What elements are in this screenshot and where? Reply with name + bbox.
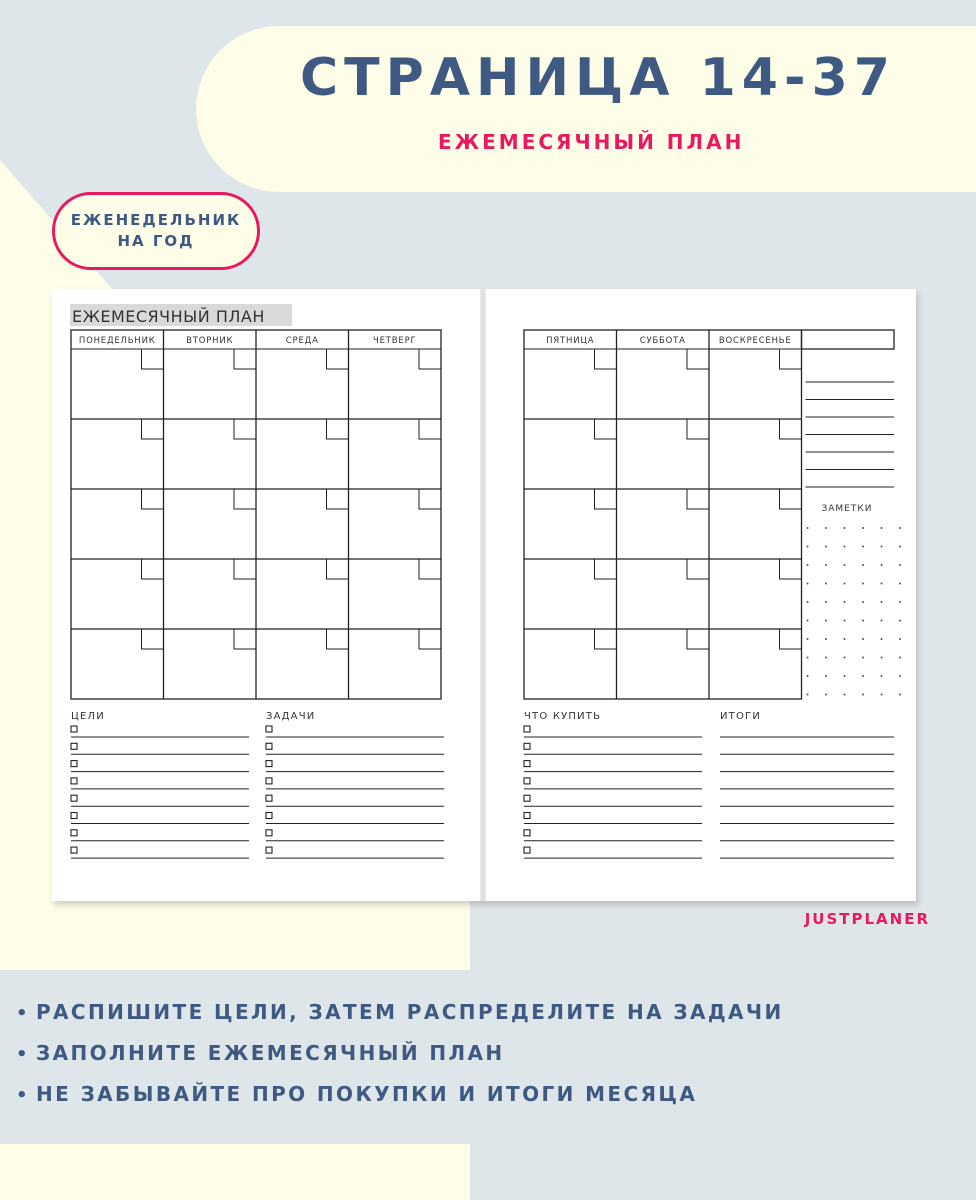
notes-dot bbox=[862, 564, 864, 566]
date-box bbox=[687, 349, 709, 369]
notes-dot bbox=[825, 638, 827, 640]
checkbox bbox=[524, 743, 530, 749]
checkbox bbox=[71, 847, 77, 853]
page-subtitle: ЕЖЕМЕСЯЧНЫЙ ПЛАН bbox=[438, 130, 745, 154]
notes-dot bbox=[899, 564, 901, 566]
notes-dot bbox=[899, 546, 901, 548]
page-fold bbox=[480, 289, 486, 901]
date-box bbox=[327, 489, 349, 509]
checkbox bbox=[524, 830, 530, 836]
notes-dot bbox=[844, 601, 846, 603]
notes-dot bbox=[899, 638, 901, 640]
date-box bbox=[419, 559, 441, 579]
date-box bbox=[419, 629, 441, 649]
notes-dot bbox=[807, 583, 809, 585]
date-box bbox=[419, 489, 441, 509]
right-calendar-border bbox=[524, 330, 802, 699]
notes-dot bbox=[862, 583, 864, 585]
notes-dot bbox=[844, 527, 846, 529]
date-box bbox=[780, 349, 802, 369]
checkbox bbox=[266, 761, 272, 767]
notes-dot bbox=[844, 694, 846, 696]
date-box bbox=[419, 349, 441, 369]
date-box bbox=[327, 629, 349, 649]
instruction-text: РАСПИШИТЕ ЦЕЛИ, ЗАТЕМ РАСПРЕДЕЛИТЕ НА ЗАДАЧИ bbox=[36, 1000, 784, 1024]
day-header: СУББОТА bbox=[639, 336, 686, 346]
checkbox bbox=[71, 761, 77, 767]
product-badge bbox=[52, 192, 260, 270]
checkbox bbox=[524, 795, 530, 801]
date-box bbox=[687, 489, 709, 509]
list-heading: ЗАДАЧИ bbox=[266, 711, 316, 722]
notes-dot bbox=[899, 583, 901, 585]
brand-name: JUSTPLANER bbox=[804, 910, 930, 928]
notes-dot bbox=[825, 527, 827, 529]
instruction-item bbox=[16, 1041, 796, 1082]
checkbox bbox=[524, 778, 530, 784]
date-box bbox=[142, 629, 164, 649]
date-box bbox=[142, 419, 164, 439]
notes-dot bbox=[807, 694, 809, 696]
date-box bbox=[687, 559, 709, 579]
notes-dot bbox=[881, 527, 883, 529]
date-box bbox=[142, 559, 164, 579]
list-heading: ЦЕЛИ bbox=[71, 711, 105, 722]
notes-dot bbox=[862, 657, 864, 659]
date-box bbox=[595, 559, 617, 579]
planner-title: ЕЖЕМЕСЯЧНЫЙ ПЛАН bbox=[72, 307, 265, 326]
date-box bbox=[234, 489, 256, 509]
day-header: ПОНЕДЕЛЬНИК bbox=[78, 336, 156, 346]
notes-dot bbox=[862, 694, 864, 696]
checkbox bbox=[524, 761, 530, 767]
notes-label: ЗАМЕТКИ bbox=[821, 504, 873, 514]
notes-dot bbox=[825, 694, 827, 696]
date-box bbox=[780, 419, 802, 439]
date-box bbox=[142, 349, 164, 369]
notes-dot bbox=[862, 527, 864, 529]
badge-line-2: НА ГОД bbox=[117, 232, 195, 250]
checkbox bbox=[524, 847, 530, 853]
day-header: ПЯТНИЦА bbox=[546, 336, 595, 346]
planner-spread bbox=[52, 289, 916, 901]
badge-line-1: ЕЖЕНЕДЕЛЬНИК bbox=[70, 211, 242, 229]
date-box bbox=[595, 419, 617, 439]
checkbox bbox=[266, 847, 272, 853]
notes-dot bbox=[881, 564, 883, 566]
date-box bbox=[142, 489, 164, 509]
notes-dot bbox=[881, 583, 883, 585]
notes-dot bbox=[807, 546, 809, 548]
date-box bbox=[780, 629, 802, 649]
notes-dot bbox=[844, 657, 846, 659]
checkbox bbox=[266, 743, 272, 749]
checkbox bbox=[524, 813, 530, 819]
checkbox bbox=[71, 830, 77, 836]
checkbox bbox=[71, 813, 77, 819]
instruction-item bbox=[16, 1000, 796, 1041]
notes-dot bbox=[881, 546, 883, 548]
checkbox bbox=[266, 795, 272, 801]
date-box bbox=[327, 559, 349, 579]
notes-dot bbox=[862, 601, 864, 603]
page-title: СТРАНИЦА 14-37 bbox=[300, 48, 896, 108]
notes-dot bbox=[825, 601, 827, 603]
instructions-list bbox=[16, 1000, 796, 1123]
day-header: ЧЕТВЕРГ bbox=[372, 336, 417, 346]
checkbox bbox=[71, 795, 77, 801]
bullet-dot: • bbox=[16, 1003, 30, 1024]
notes-dot bbox=[899, 694, 901, 696]
notes-dot bbox=[899, 601, 901, 603]
checkbox bbox=[524, 726, 530, 732]
notes-dot bbox=[807, 527, 809, 529]
checkbox bbox=[266, 778, 272, 784]
checkbox bbox=[71, 778, 77, 784]
day-header: ВОСКРЕСЕНЬЕ bbox=[718, 336, 792, 346]
notes-dot bbox=[899, 675, 901, 677]
notes-dot bbox=[862, 638, 864, 640]
notes-dot bbox=[807, 620, 809, 622]
notes-dot bbox=[881, 675, 883, 677]
date-box bbox=[780, 489, 802, 509]
date-box bbox=[780, 559, 802, 579]
notes-dot bbox=[807, 601, 809, 603]
date-box bbox=[595, 349, 617, 369]
date-box bbox=[234, 349, 256, 369]
notes-dot bbox=[807, 564, 809, 566]
notes-dot bbox=[881, 657, 883, 659]
notes-dot bbox=[807, 675, 809, 677]
date-box bbox=[419, 419, 441, 439]
list-heading: ИТОГИ bbox=[720, 711, 762, 722]
notes-dot bbox=[881, 601, 883, 603]
date-box bbox=[234, 629, 256, 649]
checkbox bbox=[266, 830, 272, 836]
bullet-dot: • bbox=[16, 1044, 30, 1065]
notes-dot bbox=[844, 638, 846, 640]
notes-dot bbox=[825, 583, 827, 585]
date-box bbox=[595, 629, 617, 649]
notes-dot bbox=[844, 546, 846, 548]
notes-dot bbox=[899, 620, 901, 622]
instruction-text: ЗАПОЛНИТЕ ЕЖЕМЕСЯЧНЫЙ ПЛАН bbox=[36, 1041, 505, 1065]
notes-dot bbox=[844, 583, 846, 585]
notes-dot bbox=[807, 657, 809, 659]
date-box bbox=[327, 349, 349, 369]
date-box bbox=[687, 629, 709, 649]
notes-dot bbox=[825, 675, 827, 677]
checkbox bbox=[266, 813, 272, 819]
notes-dot bbox=[862, 546, 864, 548]
notes-dot bbox=[862, 620, 864, 622]
notes-dot bbox=[862, 675, 864, 677]
notes-dot bbox=[825, 564, 827, 566]
date-box bbox=[327, 419, 349, 439]
notes-dot bbox=[899, 657, 901, 659]
instruction-text: НЕ ЗАБЫВАЙТЕ ПРО ПОКУПКИ И ИТОГИ МЕСЯЦА bbox=[36, 1082, 698, 1106]
checkbox bbox=[71, 743, 77, 749]
notes-header-box bbox=[802, 330, 895, 349]
notes-dot bbox=[881, 620, 883, 622]
notes-dot bbox=[881, 638, 883, 640]
bullet-dot: • bbox=[16, 1085, 30, 1106]
day-header: ВТОРНИК bbox=[186, 336, 234, 346]
notes-dot bbox=[899, 527, 901, 529]
notes-dot bbox=[825, 620, 827, 622]
notes-dot bbox=[881, 694, 883, 696]
list-heading: ЧТО КУПИТЬ bbox=[524, 711, 602, 722]
instruction-item bbox=[16, 1082, 796, 1123]
notes-dot bbox=[844, 564, 846, 566]
date-box bbox=[234, 419, 256, 439]
notes-dot bbox=[844, 675, 846, 677]
notes-dot bbox=[807, 638, 809, 640]
notes-dot bbox=[825, 546, 827, 548]
date-box bbox=[687, 419, 709, 439]
day-header: СРЕДА bbox=[285, 336, 319, 346]
notes-dot bbox=[844, 620, 846, 622]
notes-dot bbox=[825, 657, 827, 659]
date-box bbox=[234, 559, 256, 579]
checkbox bbox=[71, 726, 77, 732]
date-box bbox=[595, 489, 617, 509]
checkbox bbox=[266, 726, 272, 732]
